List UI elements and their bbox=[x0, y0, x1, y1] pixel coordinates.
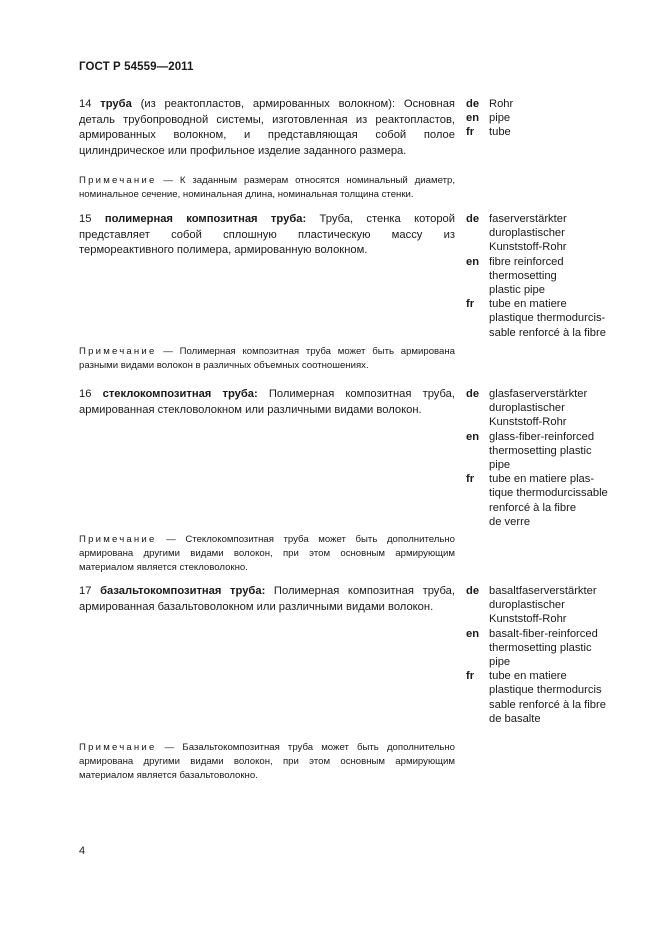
translation-line: Kunststoff-Rohr bbox=[489, 613, 567, 626]
lang-code: fr bbox=[466, 126, 475, 139]
translation-line: tube en matiere bbox=[489, 298, 567, 311]
translations-16 bbox=[466, 387, 626, 529]
translation-line: de basalte bbox=[489, 712, 541, 725]
lang-code: en bbox=[466, 112, 480, 125]
translation-line: tube en matiere bbox=[489, 670, 567, 683]
translation-line: thermosetting plastic bbox=[489, 444, 592, 457]
translation-line: fibre reinforced bbox=[489, 255, 564, 268]
translation-line: Kunststoff-Rohr bbox=[489, 241, 567, 254]
note-15 bbox=[79, 345, 455, 373]
note-16 bbox=[79, 533, 455, 575]
term-name: труба bbox=[100, 98, 132, 110]
translation-line: thermosetting plastic bbox=[489, 641, 592, 654]
translations-17 bbox=[466, 584, 626, 726]
lang-code: fr bbox=[466, 670, 475, 683]
translation-line: tube bbox=[489, 126, 511, 139]
note-label: Примечание bbox=[79, 742, 157, 753]
term-name: стеклокомпозитная труба: bbox=[102, 388, 258, 400]
term-definition: Полимерная композитная труба, армированная стекловолокном или различными видами волокон. bbox=[79, 388, 455, 416]
term-number: 15 bbox=[79, 213, 92, 225]
translation-line: pipe bbox=[489, 459, 511, 472]
term-entry-15 bbox=[79, 212, 455, 259]
note-17 bbox=[79, 741, 455, 783]
term-number: 14 bbox=[79, 98, 92, 110]
translation-line: duroplastischer bbox=[489, 402, 565, 415]
translation-line: basaltfaserverstärkter bbox=[489, 585, 597, 597]
translation-line: plastique thermodurcis bbox=[489, 684, 602, 697]
note-text: — Базальтокомпозитная труба может быть дополнительно армирована другими видами волокон, при этом основным армирующим материалом является базальтоволокно. bbox=[79, 742, 455, 781]
translation-line: Rohr bbox=[489, 98, 514, 110]
lang-code: en bbox=[466, 255, 480, 268]
translation-line: duroplastischer bbox=[489, 599, 565, 612]
translation-line: tique thermodurcissable bbox=[489, 487, 608, 500]
translation-line: pipe bbox=[489, 656, 511, 669]
lang-code: fr bbox=[466, 473, 475, 486]
note-14 bbox=[79, 174, 455, 202]
document-header: ГОСТ Р 54559—2011 bbox=[79, 61, 194, 73]
note-text: — К заданным размерам относятся номинальный диаметр, номинальное сечение, номинальная длина, номинальная толщина стенки. bbox=[79, 175, 455, 200]
translation-line: glasfaserverstärkter bbox=[489, 388, 588, 400]
translation-line: tube en matiere plas- bbox=[489, 473, 595, 486]
translation-line: faserverstärkter bbox=[489, 213, 567, 225]
translation-line: sable renforcé à la fibre bbox=[489, 326, 606, 339]
term-entry-14 bbox=[79, 97, 455, 159]
translation-line: sable renforcé à la fibre bbox=[489, 698, 606, 711]
lang-code: fr bbox=[466, 298, 475, 311]
translation-line: duroplastischer bbox=[489, 227, 565, 240]
translation-line: de verre bbox=[489, 515, 531, 528]
translation-line: plastique thermodurcis- bbox=[489, 312, 606, 325]
lang-code: en bbox=[466, 627, 480, 640]
note-text: — Стеклокомпозитная труба может быть дополнительно армирована другими видами волокон, при этом основным армирующим материалом является стекловолокно. bbox=[79, 534, 455, 573]
translation-line: plastic pipe bbox=[489, 284, 545, 297]
translation-line: thermosetting bbox=[489, 269, 557, 282]
page-number: 4 bbox=[79, 845, 86, 857]
lang-code: de bbox=[466, 213, 480, 225]
translation-line: Kunststoff-Rohr bbox=[489, 416, 567, 429]
lang-code: de bbox=[466, 98, 480, 110]
term-entry-16 bbox=[79, 387, 455, 418]
term-definition: Полимерная композитная труба, армированная базальтоволокном или различными видами волокон. bbox=[79, 585, 456, 613]
translation-line: basalt-fiber-reinforced bbox=[489, 627, 598, 640]
term-number: 16 bbox=[79, 388, 92, 400]
translations-15 bbox=[466, 212, 626, 340]
note-label: Примечание bbox=[79, 346, 157, 357]
term-entry-17 bbox=[79, 584, 455, 615]
term-name: полимерная композитная труба: bbox=[104, 213, 307, 225]
term-name: базальтокомпозитная труба: bbox=[100, 585, 266, 597]
term-number: 17 bbox=[79, 585, 92, 597]
note-text: — Полимерная композитная труба может быть армирована разными видами волокон в различных объемных соотношениях. bbox=[79, 346, 455, 371]
lang-code: en bbox=[466, 430, 480, 443]
term-definition: Труба, стенка которой представляет собой сплошную пластическую массу из термореактивного полимера, армированную волокном. bbox=[79, 213, 456, 256]
note-label: Примечание bbox=[79, 534, 157, 545]
translation-line: pipe bbox=[489, 112, 511, 125]
note-label: Примечание bbox=[79, 175, 157, 186]
translation-line: renforcé à la fibre bbox=[489, 501, 577, 514]
translation-line: glass-fiber-reinforced bbox=[489, 430, 595, 443]
term-definition: (из реактопластов, армированных волокном): Основная деталь трубопроводной системы, изготовленная из реактопластов, армированных волокном, и представляющая собой полое цилиндрическое или профильное изделие заданного размера. bbox=[79, 98, 455, 157]
translations-14 bbox=[466, 97, 626, 140]
lang-code: de bbox=[466, 388, 480, 400]
lang-code: de bbox=[466, 585, 480, 597]
